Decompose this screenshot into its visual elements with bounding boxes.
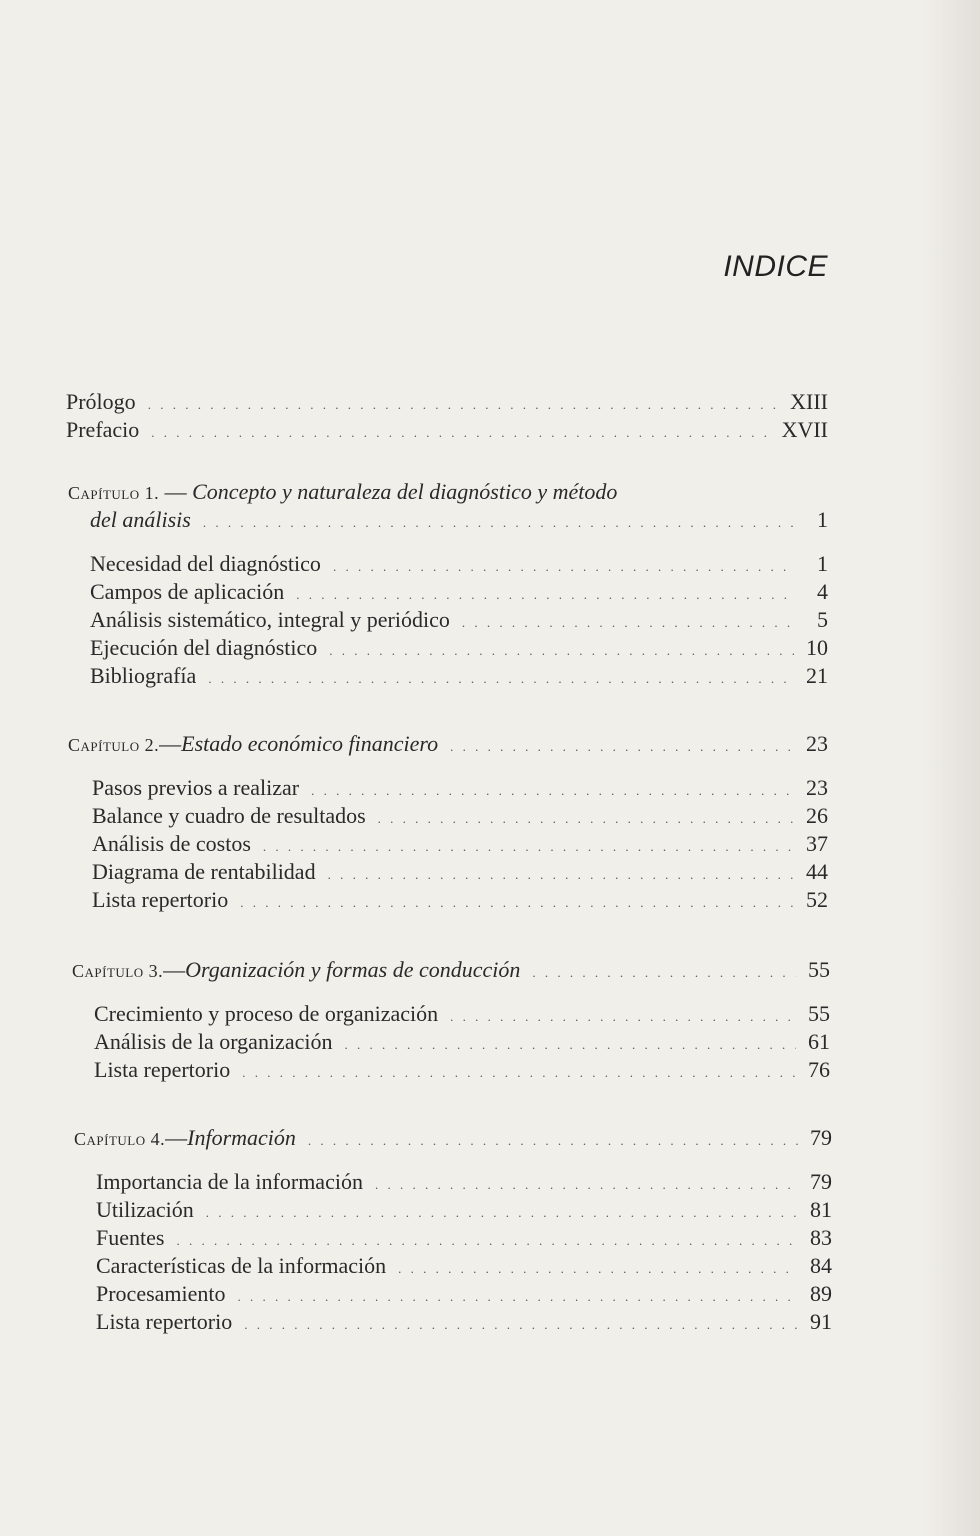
entry-page: 52 (806, 887, 828, 912)
chapter-1-heading[interactable] (68, 478, 617, 507)
dot-leader (244, 1311, 798, 1339)
chapter-title: Estado económico financiero (181, 731, 439, 756)
entry-label: Procesamiento (96, 1281, 226, 1306)
chapter-title: Información (187, 1125, 296, 1150)
chapter-page: 55 (808, 957, 830, 982)
toc-entry[interactable] (96, 1252, 832, 1283)
dot-leader (450, 1003, 796, 1031)
entry-page: 76 (808, 1057, 830, 1082)
dot-leader (311, 777, 794, 805)
entry-label: Pasos previos a realizar (92, 775, 300, 800)
chapter-3-heading[interactable] (72, 956, 830, 987)
toc-entry[interactable] (92, 802, 828, 833)
entry-label: Análisis de la organización (94, 1029, 333, 1054)
dot-leader (333, 553, 794, 581)
entry-page: XIII (790, 389, 828, 414)
chapter-dash: — (164, 479, 187, 504)
dot-leader (329, 637, 794, 665)
toc-entry-prefacio[interactable] (66, 416, 828, 447)
entry-label: Campos de aplicación (90, 579, 285, 604)
toc-entry[interactable] (90, 606, 828, 637)
entry-page: 44 (806, 859, 828, 884)
entry-label: Bibliografía (90, 663, 197, 688)
entry-label: Lista repertorio (92, 887, 229, 912)
entry-label: Balance y cuadro de resultados (92, 803, 366, 828)
dot-leader (450, 733, 794, 761)
entry-label: Prólogo (66, 389, 136, 414)
entry-page: 21 (806, 663, 828, 688)
chapter-page: 23 (806, 731, 828, 756)
chapter-2-heading[interactable] (68, 730, 828, 761)
chapter-label: Capítulo 1. (68, 483, 160, 503)
toc-entry[interactable] (92, 774, 828, 805)
toc-entry[interactable] (92, 858, 828, 889)
entry-page: 61 (808, 1029, 830, 1054)
toc-entry[interactable] (90, 550, 828, 581)
entry-label: Lista repertorio (96, 1309, 233, 1334)
entry-label: Necesidad del diagnóstico (90, 551, 321, 576)
entry-label: Lista repertorio (94, 1057, 231, 1082)
entry-page: 83 (810, 1225, 832, 1250)
toc-entry[interactable] (94, 1028, 830, 1059)
entry-label: Importancia de la información (96, 1169, 363, 1194)
dot-leader (398, 1255, 798, 1283)
dot-leader (176, 1227, 798, 1255)
entry-page: 1 (817, 551, 828, 576)
entry-label: Fuentes (96, 1225, 165, 1250)
dot-leader (462, 609, 794, 637)
chapter-title-continued: del análisis (90, 507, 191, 532)
chapter-page: 79 (810, 1125, 832, 1150)
dot-leader (240, 889, 794, 917)
toc-entry[interactable] (96, 1224, 832, 1255)
toc-entry[interactable] (96, 1196, 832, 1227)
entry-page: 26 (806, 803, 828, 828)
dot-leader (206, 1199, 798, 1227)
entry-page: 91 (810, 1309, 832, 1334)
toc-entry[interactable] (92, 886, 828, 917)
toc-entry[interactable] (96, 1280, 832, 1311)
dot-leader (203, 509, 794, 537)
page-title: INDICE (723, 250, 828, 283)
entry-page: 89 (810, 1281, 832, 1306)
entry-page: 55 (808, 1001, 830, 1026)
entry-label: Diagrama de rentabilidad (92, 859, 316, 884)
toc-entry[interactable] (92, 830, 828, 861)
toc-entry[interactable] (94, 1056, 830, 1087)
chapter-dash: — (159, 731, 182, 756)
toc-entry[interactable] (94, 1000, 830, 1031)
dot-leader (378, 805, 794, 833)
entry-page: 37 (806, 831, 828, 856)
chapter-title: Concepto y naturaleza del diagnóstico y método (192, 479, 618, 504)
entry-label: Análisis de costos (92, 831, 251, 856)
dot-leader (344, 1031, 796, 1059)
entry-page: 79 (810, 1169, 832, 1194)
dot-leader (148, 391, 780, 419)
toc-entry[interactable] (90, 634, 828, 665)
chapter-label: Capítulo 2. (68, 735, 160, 755)
entry-label: Crecimiento y proceso de organización (94, 1001, 439, 1026)
dot-leader (308, 1127, 798, 1155)
dot-leader (238, 1283, 798, 1311)
chapter-label: Capítulo 4. (74, 1129, 166, 1149)
dot-leader (328, 861, 794, 889)
chapter-dash: — (165, 1125, 188, 1150)
entry-label: Análisis sistemático, integral y periódico (90, 607, 450, 632)
chapter-title: Organización y formas de conducción (185, 957, 521, 982)
entry-page: 23 (806, 775, 828, 800)
dot-leader (532, 959, 796, 987)
dot-leader (151, 419, 771, 447)
chapter-4-heading[interactable] (74, 1124, 832, 1155)
entry-label: Características de la información (96, 1253, 387, 1278)
chapter-1-heading-continued[interactable] (90, 506, 828, 537)
entry-label: Ejecución del diagnóstico (90, 635, 318, 660)
dot-leader (263, 833, 794, 861)
entry-page: XVII (781, 417, 828, 442)
entry-page: 4 (817, 579, 828, 604)
entry-page: 81 (810, 1197, 832, 1222)
toc-entry[interactable] (96, 1308, 832, 1339)
chapter-label: Capítulo 3. (72, 961, 164, 981)
dot-leader (375, 1171, 798, 1199)
entry-page: 5 (817, 607, 828, 632)
toc-entry[interactable] (90, 662, 828, 693)
toc-entry[interactable] (96, 1168, 832, 1199)
chapter-dash: — (163, 957, 186, 982)
toc-entry-prologo[interactable] (66, 388, 828, 419)
entry-label: Prefacio (66, 417, 140, 442)
dot-leader (296, 581, 794, 609)
dot-leader (208, 665, 794, 693)
entry-label: Utilización (96, 1197, 194, 1222)
entry-page: 10 (806, 635, 828, 660)
dot-leader (242, 1059, 796, 1087)
chapter-page: 1 (817, 507, 828, 532)
entry-page: 84 (810, 1253, 832, 1278)
toc-entry[interactable] (90, 578, 828, 609)
